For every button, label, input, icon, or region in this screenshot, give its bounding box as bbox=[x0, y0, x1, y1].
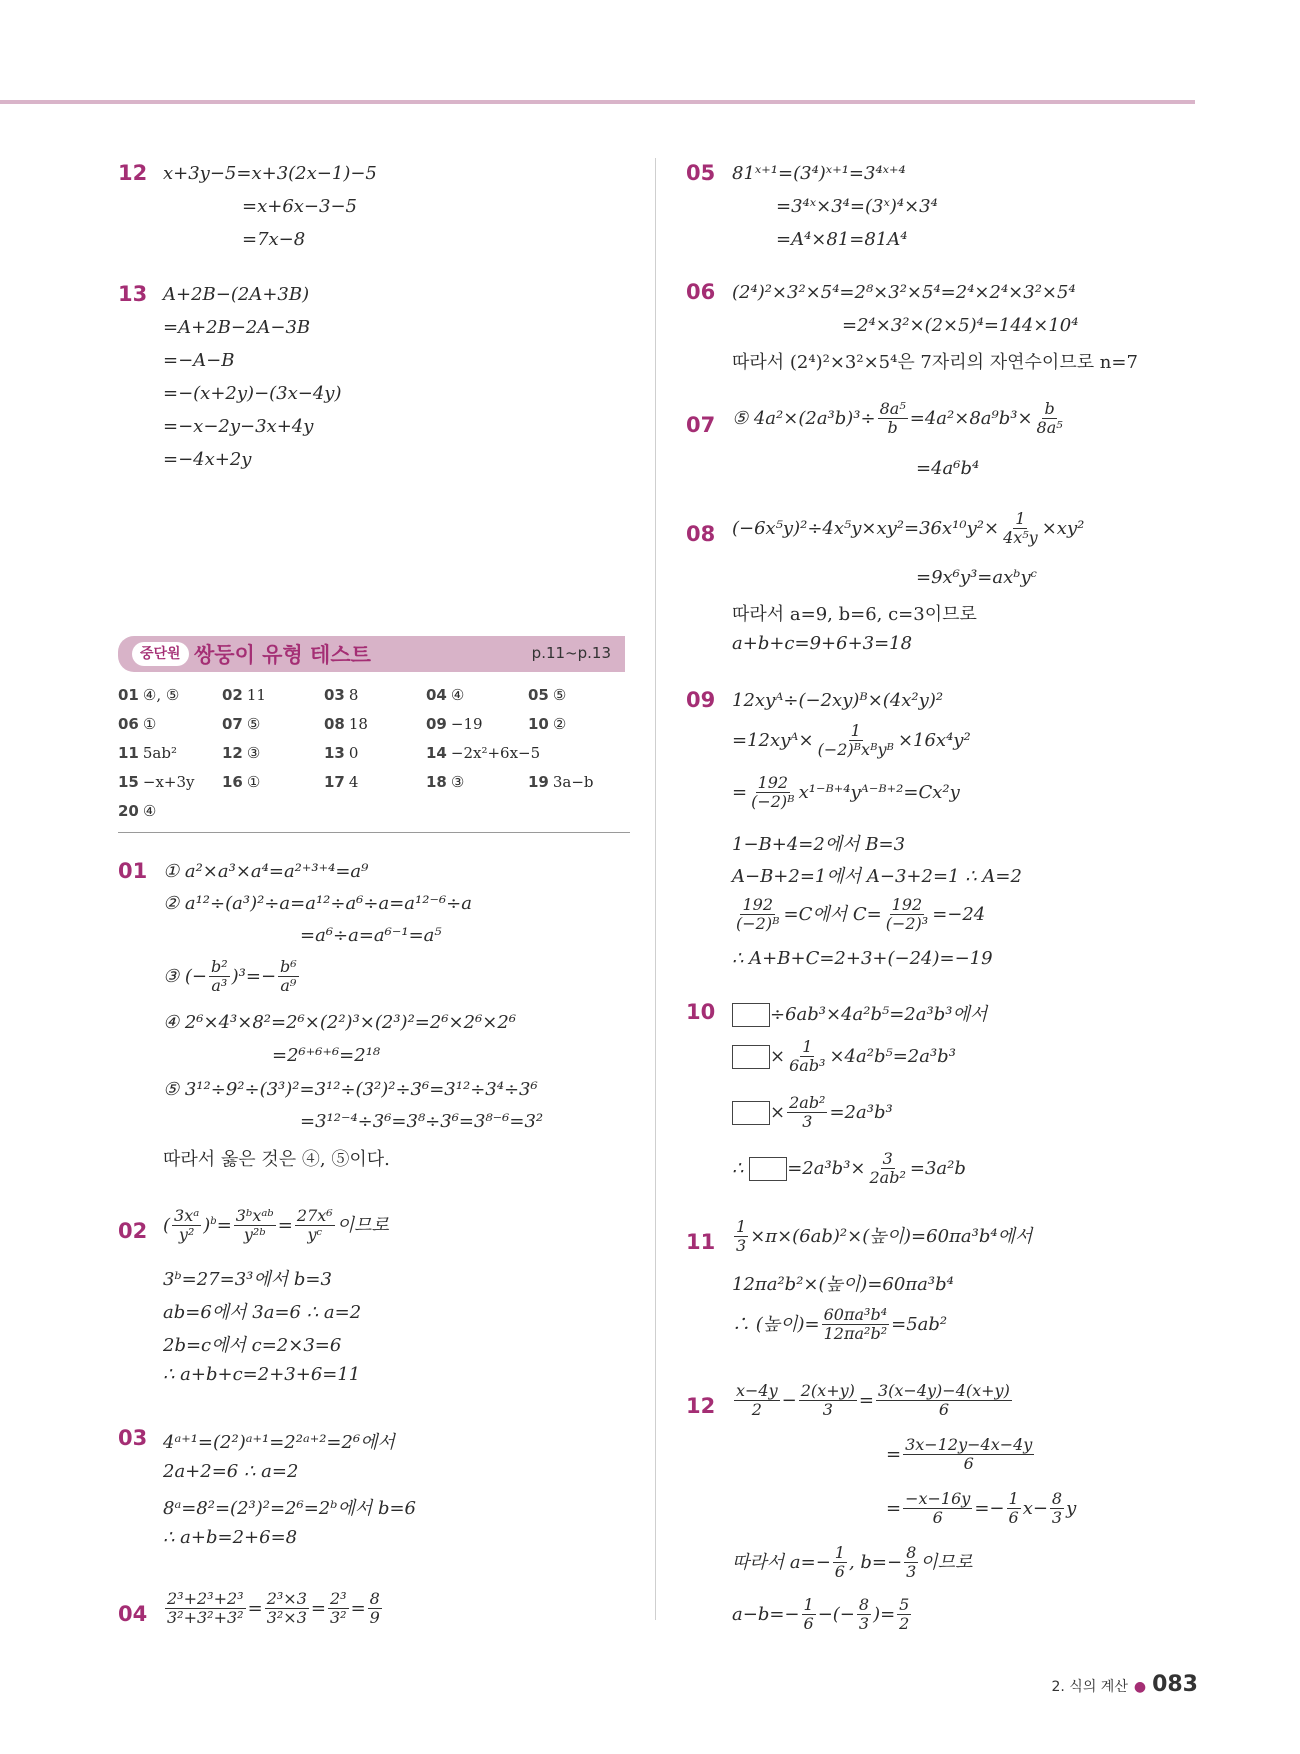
solution-line: ③ (− $\frac{\text{b²}}{\text{a³}}$ )³=− $\frac{\text{b⁶}}{\text{a⁹}}$ bbox=[163, 957, 297, 996]
answer-item: 18 ③ bbox=[426, 773, 465, 791]
solution-line: ∴ =2a³b³× $\frac{3}{\text{2ab²}}$ =3a²b bbox=[732, 1149, 966, 1188]
solution-line: ④ 2⁶×4³×8²=2⁶×(2²)³×(2³)²=2⁶×2⁶×2⁶ bbox=[163, 1012, 517, 1033]
solution-line: =7x−8 bbox=[242, 229, 306, 250]
solution-line: 따라서 옳은 것은 ④, ⑤이다. bbox=[163, 1149, 390, 1170]
problem-number: 07 bbox=[686, 413, 716, 437]
solution-line: 따라서 a=9, b=6, c=3이므로 bbox=[732, 604, 977, 625]
problem-number: 12 bbox=[118, 161, 148, 185]
page-footer bbox=[1051, 1672, 1198, 1697]
answer-item: 20 ④ bbox=[118, 802, 157, 820]
answer-box bbox=[732, 1045, 770, 1069]
section-title: 쌍둥이 유형 테스트 bbox=[194, 643, 371, 667]
divider bbox=[118, 832, 630, 833]
solution-line: =3¹²⁻⁴÷3⁶=3⁸÷3⁶=3⁸⁻⁶=3² bbox=[300, 1111, 544, 1132]
answer-box bbox=[732, 1003, 770, 1027]
solution-line: ab=6에서 3a=6 ∴ a=2 bbox=[163, 1302, 362, 1323]
solution-line: x+3y−5=x+3(2x−1)−5 bbox=[163, 163, 377, 184]
answer-box bbox=[749, 1157, 787, 1181]
answer-item: 03 8 bbox=[324, 686, 359, 704]
solution-line: 따라서 (2⁴)²×3²×5⁴은 7자리의 자연수이므로 n=7 bbox=[732, 352, 1138, 373]
answer-item: 19 3a−b bbox=[528, 773, 594, 791]
problem-number: 04 bbox=[118, 1602, 148, 1626]
solution-line: 따라서 a=− $\frac{1}{6}$ , b=− $\frac{8}{3}$ 이므로 bbox=[732, 1543, 973, 1582]
solution-line: $\frac{\text{2³+2³+2³}}{\text{3²+3²+3²}}$ = $\frac{\text{2³×3}}{\text{3²×3}}$ = $\frac{\text{2³}}{\text{3²}}$ = $\frac{8}{9}$ bbox=[167, 1589, 380, 1628]
solution-line: 2b=c에서 c=2×3=6 bbox=[163, 1335, 342, 1356]
solution-line: =−x−2y−3x+4y bbox=[163, 416, 314, 437]
solution-line: ( $\frac{\text{3xᵃ}}{\text{y²}}$ )$^b$= $\frac{\text{3ᵇxᵃᵇ}}{\text{y²ᵇ}}$ = $\frac{\text{27x⁶}}{\text{yᶜ}}$ 이므로 bbox=[163, 1206, 389, 1245]
solution-line: =9x⁶y³=axᵇyᶜ bbox=[916, 567, 1037, 588]
solution-line: ⑤ 4a²×(2a³b)³÷ $\frac{\text{8a⁵}}{b}$ =4a²×8a⁹b³× $\frac{b}{\text{8a⁵}}$ bbox=[732, 399, 1063, 438]
solution-line: a+b+c=9+6+3=18 bbox=[732, 633, 913, 654]
page-number: 083 bbox=[1152, 1672, 1198, 1697]
solution-line: ∴ (높이)= $\frac{\text{60πa³b⁴}}{\text{12πa²b²}}$ =5ab² bbox=[732, 1305, 948, 1344]
solution-line: =−4x+2y bbox=[163, 449, 252, 470]
top-rule bbox=[0, 100, 1195, 104]
solution-line: =2⁴×3²×(2×5)⁴=144×10⁴ bbox=[842, 315, 1079, 336]
solution-line: $\frac{1}{3}$ ×π×(6ab)²×(높이)=60πa³b⁴에서 bbox=[736, 1217, 1033, 1256]
solution-line: =−(x+2y)−(3x−4y) bbox=[163, 383, 342, 404]
problem-number: 10 bbox=[686, 1000, 716, 1024]
solution-line: 3ᵇ=27=3³에서 b=3 bbox=[163, 1269, 332, 1290]
answer-item: 04 ④ bbox=[426, 686, 465, 704]
problem-number: 06 bbox=[686, 280, 716, 304]
section-header bbox=[118, 636, 625, 672]
answer-item: 11 5ab² bbox=[118, 744, 177, 762]
solution-line: ÷6ab³×4a²b⁵=2a³b³에서 bbox=[732, 1000, 987, 1027]
answer-box bbox=[732, 1101, 770, 1125]
problem-number: 03 bbox=[118, 1426, 148, 1450]
solution-line: ∴ a+b=2+6=8 bbox=[163, 1527, 298, 1548]
solution-line: = $\frac{192}{\text{(−2)ᴮ}}$ x¹⁻ᴮ⁺⁴yᴬ⁻ᴮ⁺²=Cx²y bbox=[732, 773, 960, 812]
problem-number: 08 bbox=[686, 522, 716, 546]
solution-line: =−A−B bbox=[163, 350, 235, 371]
problem-number: 05 bbox=[686, 161, 716, 185]
answer-item: 02 11 bbox=[222, 686, 266, 704]
chapter-label: 2. 식의 계산 bbox=[1051, 1679, 1128, 1695]
problem-number: 13 bbox=[118, 282, 148, 306]
solution-line: (−6x⁵y)²÷4x⁵y×xy²=36x¹⁰y²× $\frac{1}{\text{4x⁵y}}$ ×xy² bbox=[732, 509, 1085, 548]
answer-item: 13 0 bbox=[324, 744, 359, 762]
solution-line: × $\frac{\text{2ab²}}{3}$ =2a³b³ bbox=[732, 1094, 893, 1132]
solution-line: ② a¹²÷(a³)²÷a=a¹²÷a⁶÷a=a¹²⁻⁶÷a bbox=[163, 893, 472, 914]
solution-line: A+2B−(2A+3B) bbox=[163, 284, 310, 305]
solution-line: 12xyᴬ÷(−2xy)ᴮ×(4x²y)² bbox=[732, 690, 944, 711]
solution-line: 81ˣ⁺¹=(3⁴)ˣ⁺¹=3⁴ˣ⁺⁴ bbox=[732, 163, 906, 184]
solution-line: 2a+2=6 ∴ a=2 bbox=[163, 1461, 299, 1482]
solution-line: 4ᵃ⁺¹=(2²)ᵃ⁺¹=2²ᵃ⁺²=2⁶에서 bbox=[163, 1432, 395, 1453]
answer-item: 05 ⑤ bbox=[528, 686, 567, 704]
solution-line: = $\frac{-x-16y}{6}$ =− $\frac{1}{6}$ x− $\frac{8}{3}$ y bbox=[886, 1489, 1077, 1528]
solution-line: =2⁶⁺⁶⁺⁶=2¹⁸ bbox=[272, 1045, 381, 1066]
bullet-icon: ● bbox=[1133, 1679, 1147, 1695]
solution-line: =12xyᴬ× $\frac{1}{\text{(−2)ᴮxᴮyᴮ}}$ ×16x⁴y² bbox=[732, 721, 971, 760]
solution-line: A−B+2=1에서 A−3+2=1 ∴ A=2 bbox=[732, 866, 1022, 887]
solution-line: =A⁴×81=81A⁴ bbox=[776, 229, 908, 250]
answer-item: 06 ① bbox=[118, 715, 157, 733]
solution-line: = $\frac{3x-12y-4x-4y}{6}$ bbox=[886, 1435, 1033, 1474]
problem-number: 11 bbox=[686, 1230, 716, 1254]
solution-line: ∴ A+B+C=2+3+(−24)=−19 bbox=[732, 948, 993, 969]
answer-item: 16 ① bbox=[222, 773, 261, 791]
solution-line: =a⁶÷a=a⁶⁻¹=a⁵ bbox=[300, 925, 442, 946]
problem-number: 01 bbox=[118, 859, 148, 883]
solution-line: $\frac{192}{\text{(−2)ᴮ}}$ =C에서 C= $\frac{192}{\text{(−2)³}}$ =−24 bbox=[736, 895, 986, 934]
answer-item: 01 ④, ⑤ bbox=[118, 686, 180, 704]
solution-line: (2⁴)²×3²×5⁴=2⁸×3²×5⁴=2⁴×2⁴×3²×5⁴ bbox=[732, 282, 1076, 303]
answer-item: 09 −19 bbox=[426, 715, 483, 733]
solution-line: ① a²×a³×a⁴=a²⁺³⁺⁴=a⁹ bbox=[163, 861, 369, 882]
column-divider bbox=[655, 158, 656, 1620]
solution-line: =4a⁶b⁴ bbox=[916, 458, 980, 479]
problem-number: 02 bbox=[118, 1219, 148, 1243]
solution-line: a−b=− $\frac{1}{6}$ −(− $\frac{8}{3}$ )= $\frac{5}{2}$ bbox=[732, 1595, 910, 1634]
solution-line: 1−B+4=2에서 B=3 bbox=[732, 834, 906, 855]
answer-item: 12 ③ bbox=[222, 744, 261, 762]
solution-line: 12πa²b²×(높이)=60πa³b⁴ bbox=[732, 1274, 954, 1295]
answer-item: 08 18 bbox=[324, 715, 368, 733]
section-badge: 중단원 bbox=[132, 642, 189, 666]
solution-line: =x+6x−3−5 bbox=[242, 196, 357, 217]
answer-item: 14 −2x²+6x−5 bbox=[426, 744, 541, 762]
problem-number: 09 bbox=[686, 688, 716, 712]
solution-line: =3⁴ˣ×3⁴=(3ˣ)⁴×3⁴ bbox=[776, 196, 938, 217]
answer-item: 07 ⑤ bbox=[222, 715, 261, 733]
solution-line: ∴ a+b+c=2+3+6=11 bbox=[163, 1364, 361, 1385]
answer-item: 15 −x+3y bbox=[118, 773, 195, 791]
solution-line: $\frac{x-4y}{2}$ − $\frac{2(x+y)}{3}$ = $\frac{3(x-4y)-4(x+y)}{6}$ bbox=[736, 1381, 1010, 1420]
answer-item: 10 ② bbox=[528, 715, 567, 733]
section-pages: p.11~p.13 bbox=[531, 644, 611, 662]
answer-item: 17 4 bbox=[324, 773, 359, 791]
problem-number: 12 bbox=[686, 1394, 716, 1418]
solution-line: ⑤ 3¹²÷9²÷(3³)²=3¹²÷(3²)²÷3⁶=3¹²÷3⁴÷3⁶ bbox=[163, 1079, 538, 1100]
solution-line: × $\frac{1}{\text{6ab³}}$ ×4a²b⁵=2a³b³ bbox=[732, 1038, 956, 1076]
solution-line: =A+2B−2A−3B bbox=[163, 317, 311, 338]
solution-line: 8ᵃ=8²=(2³)²=2⁶=2ᵇ에서 b=6 bbox=[163, 1498, 417, 1519]
